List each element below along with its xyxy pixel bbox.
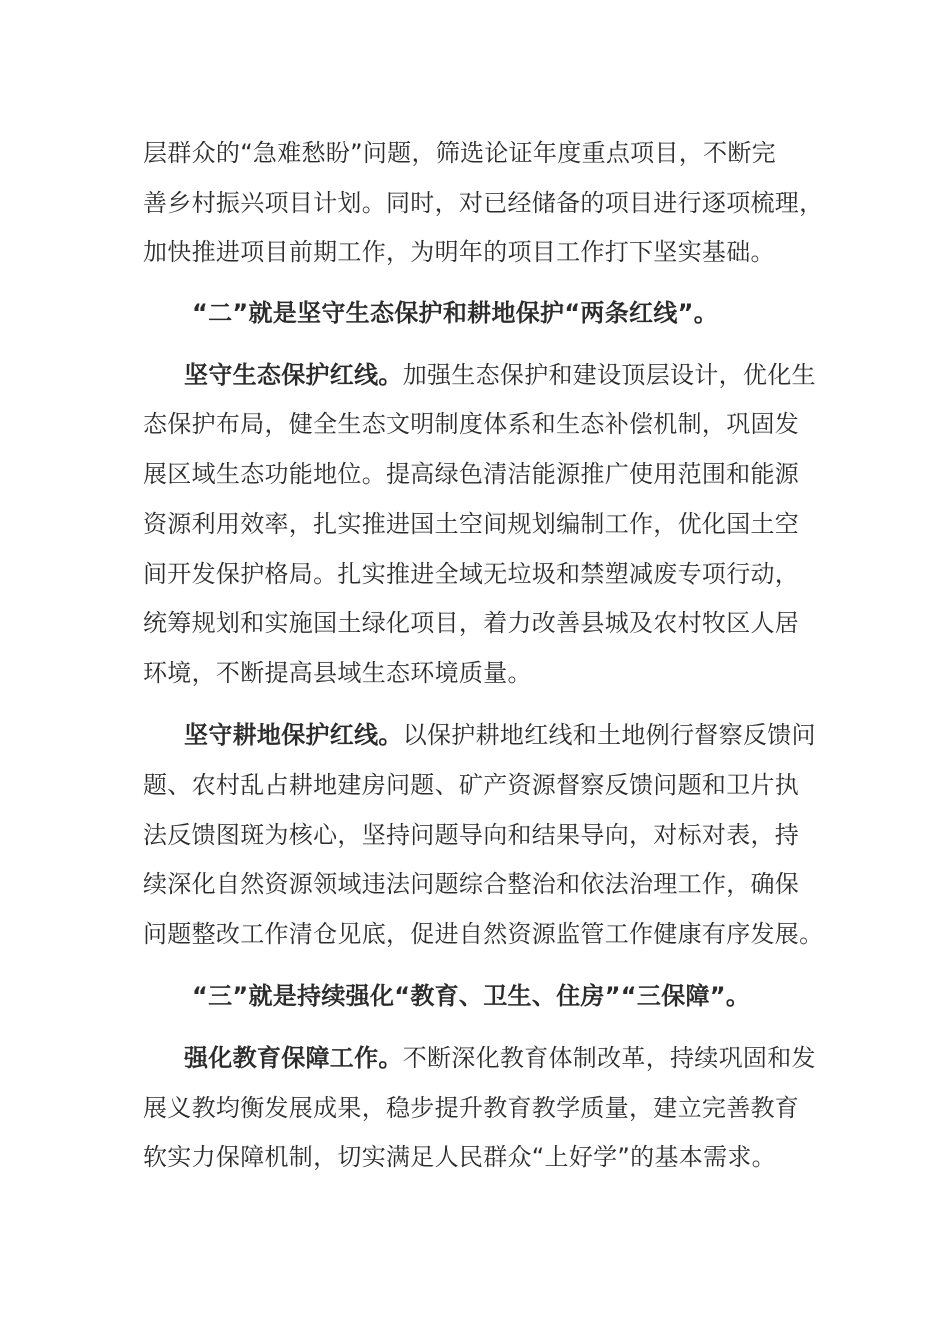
paragraph-line: 软实力保障机制，切实满足人民群众“上好学”的基本需求。 (143, 1143, 776, 1171)
paragraph-first-rest: 以保护耕地红线和土地例行督察反馈问 (402, 721, 816, 749)
paragraph-line: 问题整改工作清仓见底，促进自然资源监管工作健康有序发展。 (143, 920, 824, 948)
paragraph-first-line (184, 1043, 824, 1073)
paragraph-lead: 强化教育保障工作。 (184, 1044, 403, 1072)
paragraph-line: 善乡村振兴项目计划。同时，对已经储备的项目进行逐项梳理， (143, 189, 824, 217)
paragraph-line: 间开发保护格局。扎实推进全域无垃圾和禁塑减废专项行动， (143, 560, 800, 588)
paragraph-line: 资源利用效率，扎实推进国土空间规划编制工作，优化国土空 (143, 510, 800, 538)
paragraph-lead: 坚守生态保护红线。 (184, 361, 403, 389)
paragraph-line: 展区域生态功能地位。提高绿色清洁能源推广使用范围和能源 (143, 460, 800, 488)
paragraph-first-line (184, 720, 824, 750)
paragraph-line: 加快推进项目前期工作，为明年的项目工作打下坚实基础。 (143, 238, 775, 266)
paragraph-line: 环境，不断提高县域生态环境质量。 (143, 659, 532, 687)
paragraph-line: 法反馈图斑为核心，坚持问题导向和结果导向，对标对表，持 (143, 821, 800, 849)
paragraph-line: 续深化自然资源领域违法问题综合整治和依法治理工作，确保 (143, 870, 800, 898)
paragraph-lead: 坚守耕地保护红线。 (184, 721, 403, 749)
paragraph-line: 题、农村乱占耕地建房问题、矿产资源督察反馈问题和卫片执 (143, 771, 800, 799)
paragraph-first-rest: 加强生态保护和建设顶层设计，优化生 (402, 361, 816, 389)
section-heading-two: “二”就是坚守生态保护和耕地保护“两条红线”。 (192, 299, 718, 327)
paragraph-line: 统筹规划和实施国土绿化项目，着力改善县城及农村牧区人居 (143, 609, 800, 637)
paragraph-line: 层群众的“急难愁盼”问题，筛选论证年度重点项目，不断完 (143, 139, 776, 167)
paragraph-line: 态保护布局，健全生态文明制度体系和生态补偿机制，巩固发 (143, 410, 800, 438)
section-heading-three: “三”就是持续强化“教育、卫生、住房”“三保障”。 (192, 982, 751, 1010)
paragraph-first-line (184, 360, 824, 390)
paragraph-line: 展义教均衡发展成果，稳步提升教育教学质量，建立完善教育 (143, 1094, 800, 1122)
paragraph-first-rest: 不断深化教育体制改革，持续巩固和发 (402, 1044, 816, 1072)
